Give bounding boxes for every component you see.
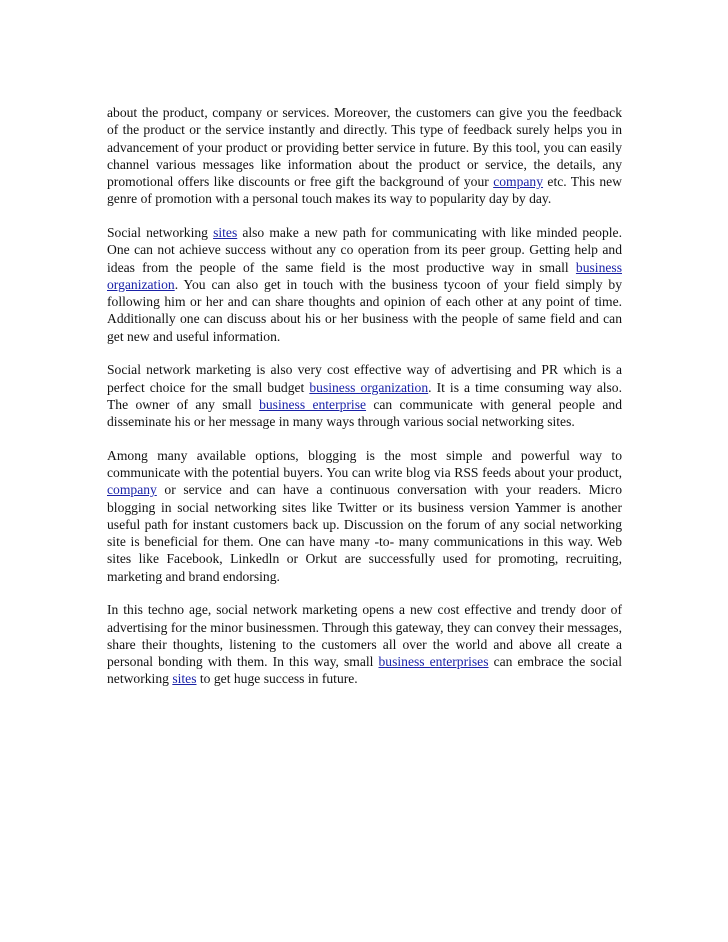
link-company[interactable]: company [493, 174, 544, 189]
paragraph-5 [107, 601, 622, 687]
text-run: . It is a time consuming way also. The owner of any small [107, 379, 622, 412]
text-run: also make a new path for communicating with like minded people. One can not achieve success without any co operation from its peer group. Getting help and ideas from the people of the same field is the most productive way in small [107, 225, 622, 275]
paragraph-3 [107, 361, 622, 430]
text-run: Social networking [107, 225, 214, 240]
link-business-enterprise[interactable]: business enterprise [259, 396, 367, 412]
link-business-organization[interactable]: business organization [309, 379, 429, 395]
link-sites[interactable]: sites [172, 671, 197, 687]
text-run: Social network marketing is also very cost effective way of advertising and PR which is a perfect choice for the small budget [107, 362, 622, 395]
text-run: In this techno age, social network marketing opens a new cost effective and trendy door of advertising for the minor businessmen. Through this gateway, they can convey their messages, share their thoughts, listening to the customers all over the world and above all create a personal bonding with them. In this way, small [107, 602, 622, 669]
link-business-organization[interactable]: business organization [107, 259, 622, 292]
text-run: about the product, company or services. Moreover, the customers can give you the feedback of the product or the service instantly and directly. This type of feedback surely helps you in advancement of your product or providing better service in future. By this tool, you can easily channel various messages like information about the product or service, the details, any promotional offers like discounts or free gift the background of your [107, 105, 622, 189]
document-page [107, 104, 622, 704]
link-company[interactable]: company [107, 482, 157, 498]
link-business-enterprises[interactable]: business enterprises [378, 654, 489, 669]
paragraph-2 [107, 224, 622, 345]
paragraph-4 [107, 447, 622, 585]
text-run: Among many available options, blogging is the most simple and powerful way to communicate with the potential buyers. You can write blog via RSS feeds about your product, [107, 447, 622, 480]
text-run: or service and can have a continuous conversation with your readers. Micro blogging in social networking sites like Twitter or its business version Yammer is another useful path for instant customers back up. Discussion on the forum of any social networking site is beneficial for them. One can have many -to- many communications in this way. Web sites like Facebook, Linkedln or Orkut are successfully used for promoting, recruiting, marketing and brand endorsing. [107, 482, 622, 584]
paragraph-1 [107, 104, 622, 208]
link-sites[interactable]: sites [213, 225, 238, 240]
text-run: can embrace the social networking [107, 654, 622, 687]
text-run: . You can also get in touch with the business tycoon of your field simply by following him or her and can share thoughts and opinion of each other at any point of time. Additionally one can discuss about his or her business with the people of same field and can get new and useful information. [107, 276, 622, 344]
text-run: can communicate with general people and disseminate his or her message in many ways through various social networking sites. [107, 396, 623, 429]
text-run: to get huge success in future. [196, 671, 358, 687]
text-run: etc. This new genre of promotion with a personal touch makes its way to popularity day by day. [107, 174, 622, 207]
